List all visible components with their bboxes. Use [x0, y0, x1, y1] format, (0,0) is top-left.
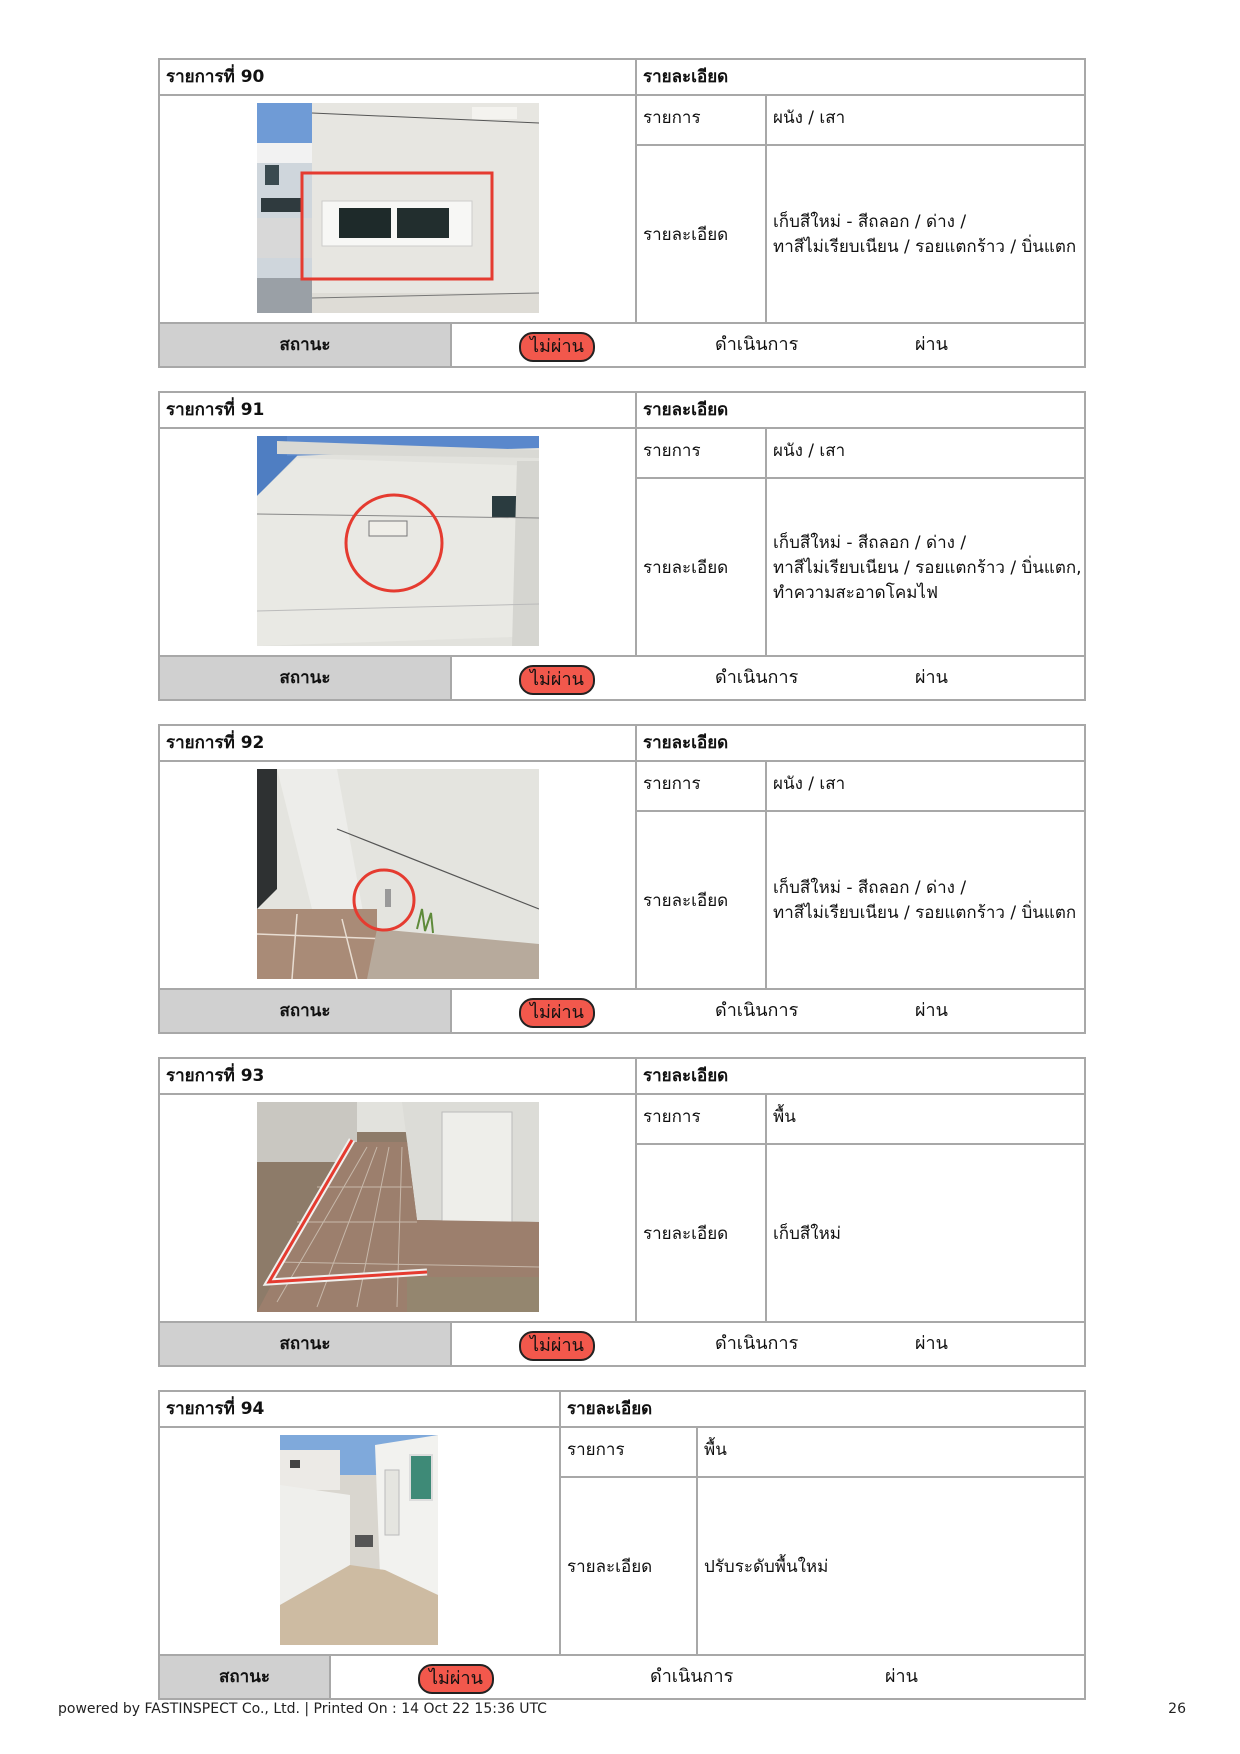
status-label: สถานะ [160, 990, 452, 1032]
status-progress-option[interactable]: ดำเนินการ [715, 334, 799, 355]
inspection-card-94 [158, 1390, 1086, 1700]
status-row [160, 1654, 1084, 1698]
inspection-card-90 [158, 58, 1086, 368]
detail-label: รายละเอียด [643, 558, 729, 578]
detail-header: รายละเอียด [643, 400, 729, 420]
inspection-card-93 [158, 1057, 1086, 1367]
detail-value [767, 531, 1082, 606]
detail-line: เก็บสีใหม่ - สีถลอก / ด่าง / [773, 533, 967, 553]
card-header [160, 60, 1084, 96]
inspection-photo[interactable] [257, 769, 539, 979]
detail-label: รายละเอียด [643, 1224, 729, 1244]
status-pass-option[interactable]: ผ่าน [915, 1000, 948, 1021]
card-header [160, 393, 1084, 429]
item-title: รายการที่ 94 [166, 1399, 265, 1419]
status-pass-option[interactable]: ผ่าน [885, 1666, 918, 1687]
item-label: รายการ [567, 1440, 625, 1460]
card-header [160, 1059, 1084, 1095]
detail-header: รายละเอียด [643, 1066, 729, 1086]
detail-line: ทาสีไม่เรียบเนียน / รอยแตกร้าว / บิ่นแตก, [773, 558, 1082, 578]
detail-line: เก็บสีใหม่ - สีถลอก / ด่าง / [773, 212, 967, 232]
detail-line: ทาสีไม่เรียบเนียน / รอยแตกร้าว / บิ่นแตก [773, 237, 1077, 257]
status-label: สถานะ [160, 657, 452, 699]
item-label: รายการ [643, 441, 701, 461]
item-value: ผนัง / เสา [773, 441, 846, 461]
status-fail-option[interactable]: ไม่ผ่าน [519, 665, 595, 695]
inspection-card-92 [158, 724, 1086, 1034]
detail-label: รายละเอียด [567, 1557, 653, 1577]
status-fail-option[interactable]: ไม่ผ่าน [519, 998, 595, 1028]
status-progress-option[interactable]: ดำเนินการ [715, 667, 799, 688]
item-title: รายการที่ 93 [166, 1066, 265, 1086]
detail-line: เก็บสีใหม่ - สีถลอก / ด่าง / [773, 878, 967, 898]
inspection-card-91 [158, 391, 1086, 701]
status-pass-option[interactable]: ผ่าน [915, 334, 948, 355]
status-progress-option[interactable]: ดำเนินการ [650, 1666, 734, 1687]
status-pass-option[interactable]: ผ่าน [915, 1333, 948, 1354]
detail-label: รายละเอียด [643, 891, 729, 911]
detail-value [767, 210, 1076, 260]
status-label: สถานะ [160, 1656, 331, 1698]
item-value: ผนัง / เสา [773, 108, 846, 128]
status-progress-option[interactable]: ดำเนินการ [715, 1333, 799, 1354]
detail-value [767, 876, 1076, 926]
detail-label: รายละเอียด [643, 225, 729, 245]
status-row [160, 322, 1084, 366]
item-value: ผนัง / เสา [773, 774, 846, 794]
item-label: รายการ [643, 108, 701, 128]
inspection-photo[interactable] [257, 103, 539, 313]
status-row [160, 1321, 1084, 1365]
status-fail-option[interactable]: ไม่ผ่าน [519, 332, 595, 362]
detail-line: เก็บสีใหม่ [773, 1224, 841, 1244]
detail-value [767, 1222, 841, 1247]
card-header [160, 1392, 1084, 1428]
item-label: รายการ [643, 774, 701, 794]
item-value: พื้น [773, 1107, 796, 1127]
status-row [160, 988, 1084, 1032]
item-value: พื้น [704, 1440, 727, 1460]
detail-header: รายละเอียด [643, 67, 729, 87]
status-fail-option[interactable]: ไม่ผ่าน [519, 1331, 595, 1361]
detail-line: ทาสีไม่เรียบเนียน / รอยแตกร้าว / บิ่นแตก [773, 903, 1077, 923]
detail-header: รายละเอียด [643, 733, 729, 753]
inspection-photo[interactable] [280, 1435, 438, 1645]
item-title: รายการที่ 91 [166, 400, 265, 420]
page-number: 26 [1168, 1701, 1186, 1717]
status-progress-option[interactable]: ดำเนินการ [715, 1000, 799, 1021]
item-title: รายการที่ 92 [166, 733, 265, 753]
status-label: สถานะ [160, 324, 452, 366]
status-fail-option[interactable]: ไม่ผ่าน [418, 1664, 494, 1694]
status-row [160, 655, 1084, 699]
detail-value [698, 1555, 828, 1580]
inspection-photo[interactable] [257, 436, 539, 646]
status-pass-option[interactable]: ผ่าน [915, 667, 948, 688]
detail-line: ทำความสะอาดโคมไฟ [773, 583, 939, 603]
card-header [160, 726, 1084, 762]
status-label: สถานะ [160, 1323, 452, 1365]
detail-header: รายละเอียด [567, 1399, 653, 1419]
item-title: รายการที่ 90 [166, 67, 265, 87]
footer-credit: powered by FASTINSPECT Co., Ltd. | Printed On : 14 Oct 22 15:36 UTC [58, 1701, 547, 1717]
detail-line: ปรับระดับพื้นใหม่ [704, 1557, 829, 1577]
item-label: รายการ [643, 1107, 701, 1127]
inspection-photo[interactable] [257, 1102, 539, 1312]
